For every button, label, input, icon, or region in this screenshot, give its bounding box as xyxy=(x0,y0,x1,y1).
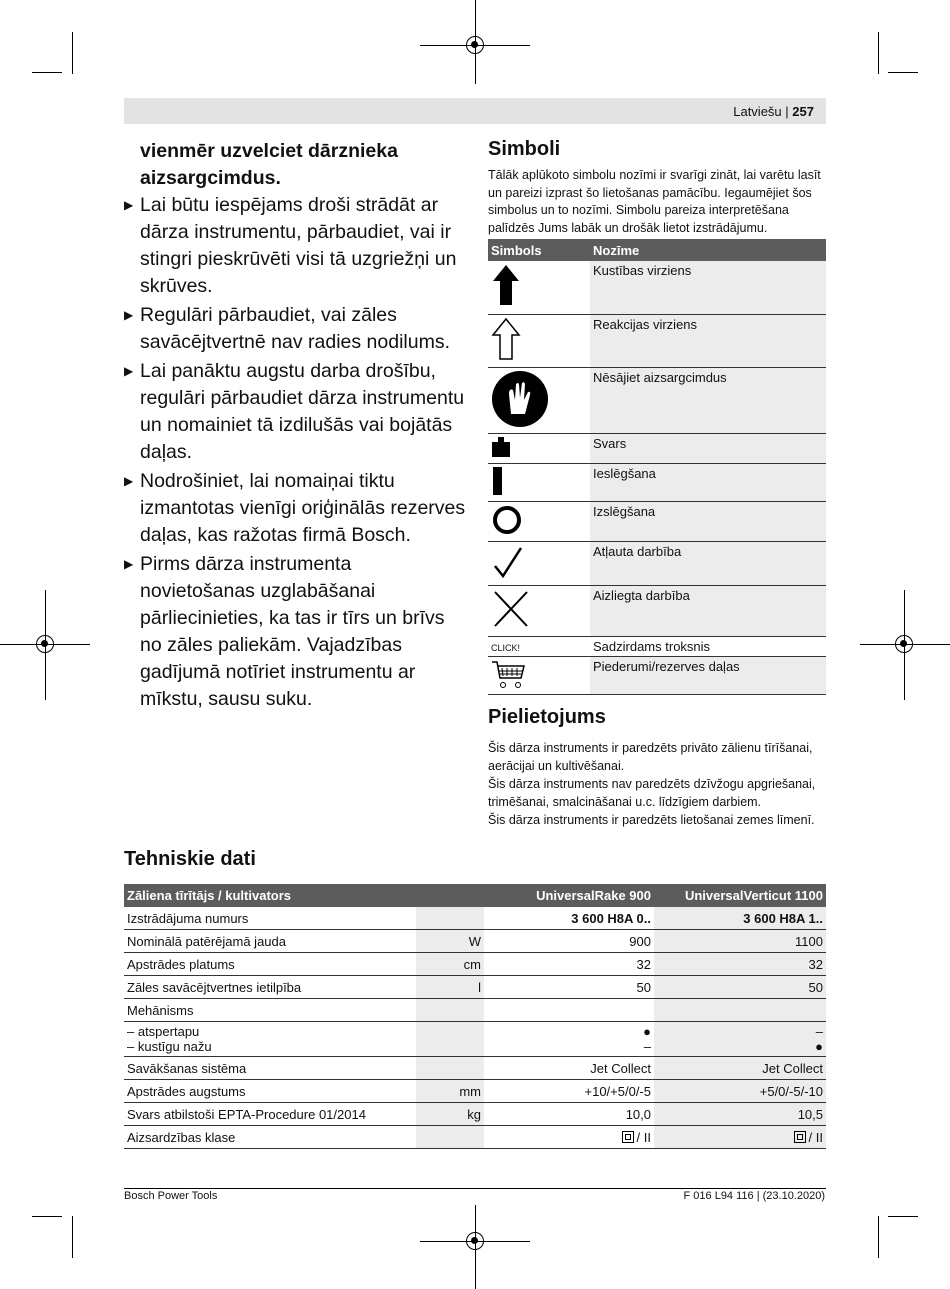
page-header xyxy=(733,104,814,119)
registration-mark-icon xyxy=(466,1232,484,1250)
bullet-triangle-icon: ▶ xyxy=(124,557,134,571)
symbols-table xyxy=(488,239,826,695)
symbol-meaning: Ieslēgšana xyxy=(590,463,826,501)
table-row: Apstrādes augstums mm +10/+5/0/-5 +5/0/-5/-10 xyxy=(124,1080,826,1103)
tech-head: UniversalVerticut 1100 xyxy=(654,884,826,907)
symbols-title: Simboli xyxy=(488,138,561,160)
crop-mark xyxy=(72,32,73,74)
symbol-meaning: Reakcijas virziens xyxy=(590,314,826,367)
footer-right: F 016 L94 116 | (23.10.2020) xyxy=(683,1190,825,1202)
symbol-meaning: Svars xyxy=(590,433,826,463)
usage-paragraph: Šis dārza instruments ir paredzēts privāto zālienu tīrīšanai, aerācijai un kultivēšanai. xyxy=(488,741,813,773)
table-row: Izstrādājuma numurs 3 600 H8A 0.. 3 600 H8A 1.. xyxy=(124,907,826,930)
symbol-meaning: Kustības virziens xyxy=(590,261,826,314)
table-row: Nominālā patērējamā jauda W 900 1100 xyxy=(124,930,826,953)
col-meaning: Nozīme xyxy=(590,239,826,261)
tech-head: Zāliena tīrītājs / kultivators xyxy=(124,884,416,907)
header-bar xyxy=(124,98,826,124)
protection-class-icon xyxy=(622,1131,634,1143)
crop-mark xyxy=(878,1216,879,1258)
list-item: ▶ Lai būtu iespējams droši strādāt ar dārza instrumentu, pārbaudiet, vai ir stingri pieskrūvēti visi tā uzgriežņi un skrūves. xyxy=(124,194,457,297)
protection-class-icon xyxy=(794,1131,806,1143)
crop-mark xyxy=(32,72,62,73)
table-row: Mehānisms xyxy=(124,999,826,1022)
arrow-up-filled-icon xyxy=(491,263,521,307)
registration-mark-icon xyxy=(36,635,54,653)
table-row: Savākšanas sistēma Jet Collect Jet Collect xyxy=(124,1057,826,1080)
bullet-triangle-icon: ▶ xyxy=(124,308,134,322)
crop-mark xyxy=(72,1216,73,1258)
footer-line xyxy=(124,1188,826,1189)
symbol-meaning: Sadzirdams troksnis xyxy=(590,636,826,656)
usage-paragraph: Šis dārza instruments nav paredzēts dzīvžogu apgriešanai, trimēšanai, smalcināšanai u.c. līdzīgiem darbiem. xyxy=(488,777,816,809)
crop-mark xyxy=(888,1216,918,1217)
crop-mark xyxy=(32,1216,62,1217)
shopping-cart-icon xyxy=(491,659,527,689)
symbol-meaning: Izslēgšana xyxy=(590,501,826,541)
symbol-meaning: Piederumi/rezerves daļas xyxy=(590,656,826,694)
tech-table xyxy=(124,884,826,1149)
registration-mark-icon xyxy=(466,36,484,54)
header-language: Latviešu xyxy=(733,104,782,119)
bullet-triangle-icon: ▶ xyxy=(124,198,134,212)
list-item: ▶ Lai panāktu augstu darba drošību, regulāri pārbaudiet dārza instrumentu un nomainiet tā izdilušās vai bojātās daļas. xyxy=(124,360,465,463)
power-off-icon xyxy=(491,504,523,536)
symbol-meaning: Nēsājiet aizsargcimdus xyxy=(590,367,826,433)
crop-mark xyxy=(888,72,918,73)
table-row: Aizsardzības klase / II / II xyxy=(124,1126,826,1149)
list-item: ▶ Regulāri pārbaudiet, vai zāles savācējtvertnē nav radies nodilums. xyxy=(124,304,450,353)
table-row: Apstrādes platums cm 32 32 xyxy=(124,953,826,976)
warning-tail: vienmēr uzvelciet dārznieka aizsargcimdus. xyxy=(140,140,398,189)
table-row: Svars atbilstoši EPTA-Procedure 01/2014 kg 10,0 10,5 xyxy=(124,1103,826,1126)
table-row: – atspertapu – kustīgu nažu ● – – ● xyxy=(124,1022,826,1057)
symbol-meaning: Aizliegta darbība xyxy=(590,585,826,636)
cross-icon xyxy=(491,588,531,630)
safety-instructions xyxy=(124,138,469,715)
col-symbol: Simbols xyxy=(488,239,590,261)
weight-icon xyxy=(491,436,511,458)
tech-head: UniversalRake 900 xyxy=(484,884,654,907)
tech-head xyxy=(416,884,484,907)
tech-title: Tehniskie dati xyxy=(124,848,256,870)
usage-title: Pielietojums xyxy=(488,706,606,728)
symbols-intro: Tālāk aplūkoto simbolu nozīmi ir svarīgi zināt, lai varētu lasīt un pareizi izprast šo lietošanas pamācību. Iegaumējiet šos simbolus un to nozīmi. Simbolu pareiza interpretēšana palīdzēs Jums labāk un drošāk lietot izstrādājumu. xyxy=(488,168,821,235)
symbols-section xyxy=(488,138,826,695)
click-icon: CLICK! xyxy=(491,642,521,653)
usage-paragraph: Šis dārza instruments ir paredzēts lietošanai zemes līmenī. xyxy=(488,813,815,827)
usage-section xyxy=(488,706,826,829)
registration-mark-icon xyxy=(895,635,913,653)
list-item: ▶ Nodrošiniet, lai nomaiņai tiktu izmantotas vienīgi oriģinālās rezerves daļas, kas ražotas firmā Bosch. xyxy=(124,470,466,546)
gloves-icon xyxy=(491,370,549,428)
power-on-icon xyxy=(491,466,505,496)
checkmark-icon xyxy=(491,544,525,580)
footer-left: Bosch Power Tools xyxy=(124,1190,218,1202)
crop-mark xyxy=(878,32,879,74)
page-number: 257 xyxy=(792,104,814,119)
bullet-triangle-icon: ▶ xyxy=(124,364,134,378)
header-separator: | xyxy=(785,104,789,119)
symbol-meaning: Atļauta darbība xyxy=(590,541,826,585)
arrow-up-outline-icon xyxy=(491,317,521,361)
list-item: ▶ Pirms dārza instrumenta novietošanas uzglabāšanai pārliecinieties, ka tas ir tīrs un brīvs no zāles paliekām. Vajadzības gadījumā notīriet instrumentu ar mīkstu, sausu suku. xyxy=(124,553,445,710)
bullet-triangle-icon: ▶ xyxy=(124,474,134,488)
table-row: Zāles savācējtvertnes ietilpība l 50 50 xyxy=(124,976,826,999)
